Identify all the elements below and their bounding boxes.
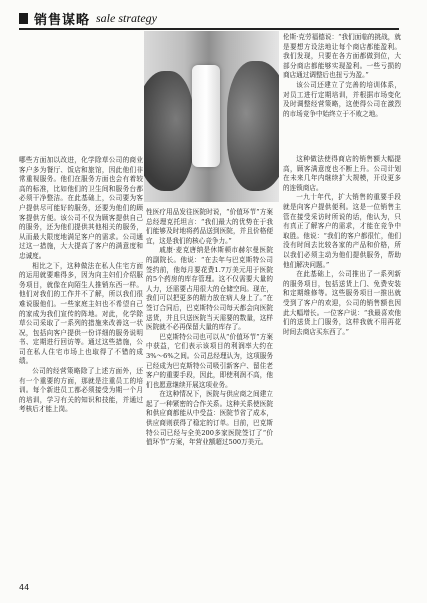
header-rule [19,28,399,30]
middle-column [146,208,273,448]
paragraph: 戚康·麦克唐纳是休斯顿市赫尔曼医院的副院长。他说：“在去年与巴克斯特公司签约前，他每月要花费1.7万美元用于医院的5个药房的库存管理。这不仅需要大量的人力，还需要占用很大的仓储空间。现在，我们可以把更多的精力放在病人身上了。”在签订合同后，巴克斯特公司每天都会向医院送货，并且只送医院当天需要的数量，这样医院就不必再保留大量的库存了。 [146,246,273,332]
paragraph: 哪些方面加以改进，化学除草公司的商业客户多为餐厅、饭店和旅馆，因此他们非常重视服务。他们在服务方面也会有着较高的标准，比如他们的卫生间和服务台都必须干净整洁。在此基础上，公司要为客户提供尽可能好的服务，还要为他们的顾客提供方便。该公司不仅为顾客提供自己的服务，还为他们提供其他相关的服务，从而最大限度地满足客户的需求。公司通过这一措施，大大提高了客户的满意度和忠诚度。 [19,156,143,260]
paragraph: 这种做法使得商店的销售额大幅提高，顾客满意度也不断上升。公司计划在未来几年内继续扩大规模，开设更多的连锁商店。 [283,155,401,192]
paragraph: 该公司还建立了完善的培训体系，对员工进行定期培训，并根据市场变化及时调整经营策略，这使得公司在激烈的市场竞争中始终立于不败之地。 [283,80,401,118]
paragraph: 在此基础上，公司推出了一系列新的服务项目，包括送货上门、免费安装和定期维修等。这些服务项目一推出就受到了客户的欢迎，公司的销售额也因此大幅增长。一位客户说：“我最喜欢他们的送货上门服务，这样我就不用再花时间去商店买东西了。” [283,270,401,336]
section-title-en: sale strategy [96,10,158,25]
article-photo [144,31,279,202]
paragraph: 伦斯·克劳福德说：“我们面临的挑战，就是要想方设法地让每个商店都能盈利。我们发现，只要在各方面都做到位，大部分商店都能够实现盈利。一些亏损的商店通过调整后也扭亏为盈。” [283,33,401,80]
photo-bottle [192,65,220,167]
paragraph: 公司的经营策略除了上述方面外，还有一个重要的方面，那就是注重员工的培训。每个新进员工都必须接受为期一个月的培训，学习有关的知识和技能，并通过考核后才能上岗。 [19,367,143,414]
paragraph: 一九十年代，扩大销售的重要手段就是向客户提供便利。这是一位销售主管在接受采访时所说的话，他认为，只有真正了解客户的需求，才能在竞争中取胜。他说：“我们的客户都很忙，他们没有时间去比较各家的产品和价格，所以我们必须主动为他们提供服务，帮助他们解决问题。” [283,193,401,269]
photo-face-left [144,71,194,191]
paragraph: 性医疗用品发往医院时说，“价值环节”方案总经理克托坦言：“我们最大的优势在于我们能够及时地将药品送到医院，并且价格便宜，这是我们的核心竞争力。” [146,208,273,245]
section-title-cn: 销售谋略 [34,12,91,28]
left-column [19,156,143,415]
page-number: 44 [19,583,30,592]
section-marker [19,13,28,24]
paragraph: 巴克斯特公司也可以从“价值环节”方案中获益，它们表示该项目的利润率大约在3%～6%之间。公司总经理认为，这项服务已经成为巴克斯特公司吸引新客户、留住老客户的重要手段，因此，即使利润不高，他们也愿意继续开展这项业务。 [146,332,273,389]
right-column [283,155,401,337]
paragraph: 相比之下，这种做法在私人住宅方面的运用就要难得多，因为向主妇们介绍服务项目，就像在向陌生人推销东西一样。他们对我们的工作并不了解，所以我们很难说服他们。一些家庭主妇也不希望自己的家成为我们宣传的阵地。对此，化学除草公司采取了一系列的措施来改善这一状况，包括向客户提供一份详细的服务说明书、定期进行回访等。通过这些措施，公司在私人住宅市场上也取得了不错的成绩。 [19,261,143,366]
right-top-column [283,33,401,153]
photo-face-right [227,61,279,191]
section-header [19,10,157,26]
paragraph: 在这种情况下，医院与供应商之间建立起了一种紧密的合作关系。这种关系使医院和供应商都能从中受益：医院节省了成本，供应商则获得了稳定的订单。目前，巴克斯特公司已经与全美200多家医院签订了“价值环节”方案，年营业额超过500万美元。 [146,390,273,447]
